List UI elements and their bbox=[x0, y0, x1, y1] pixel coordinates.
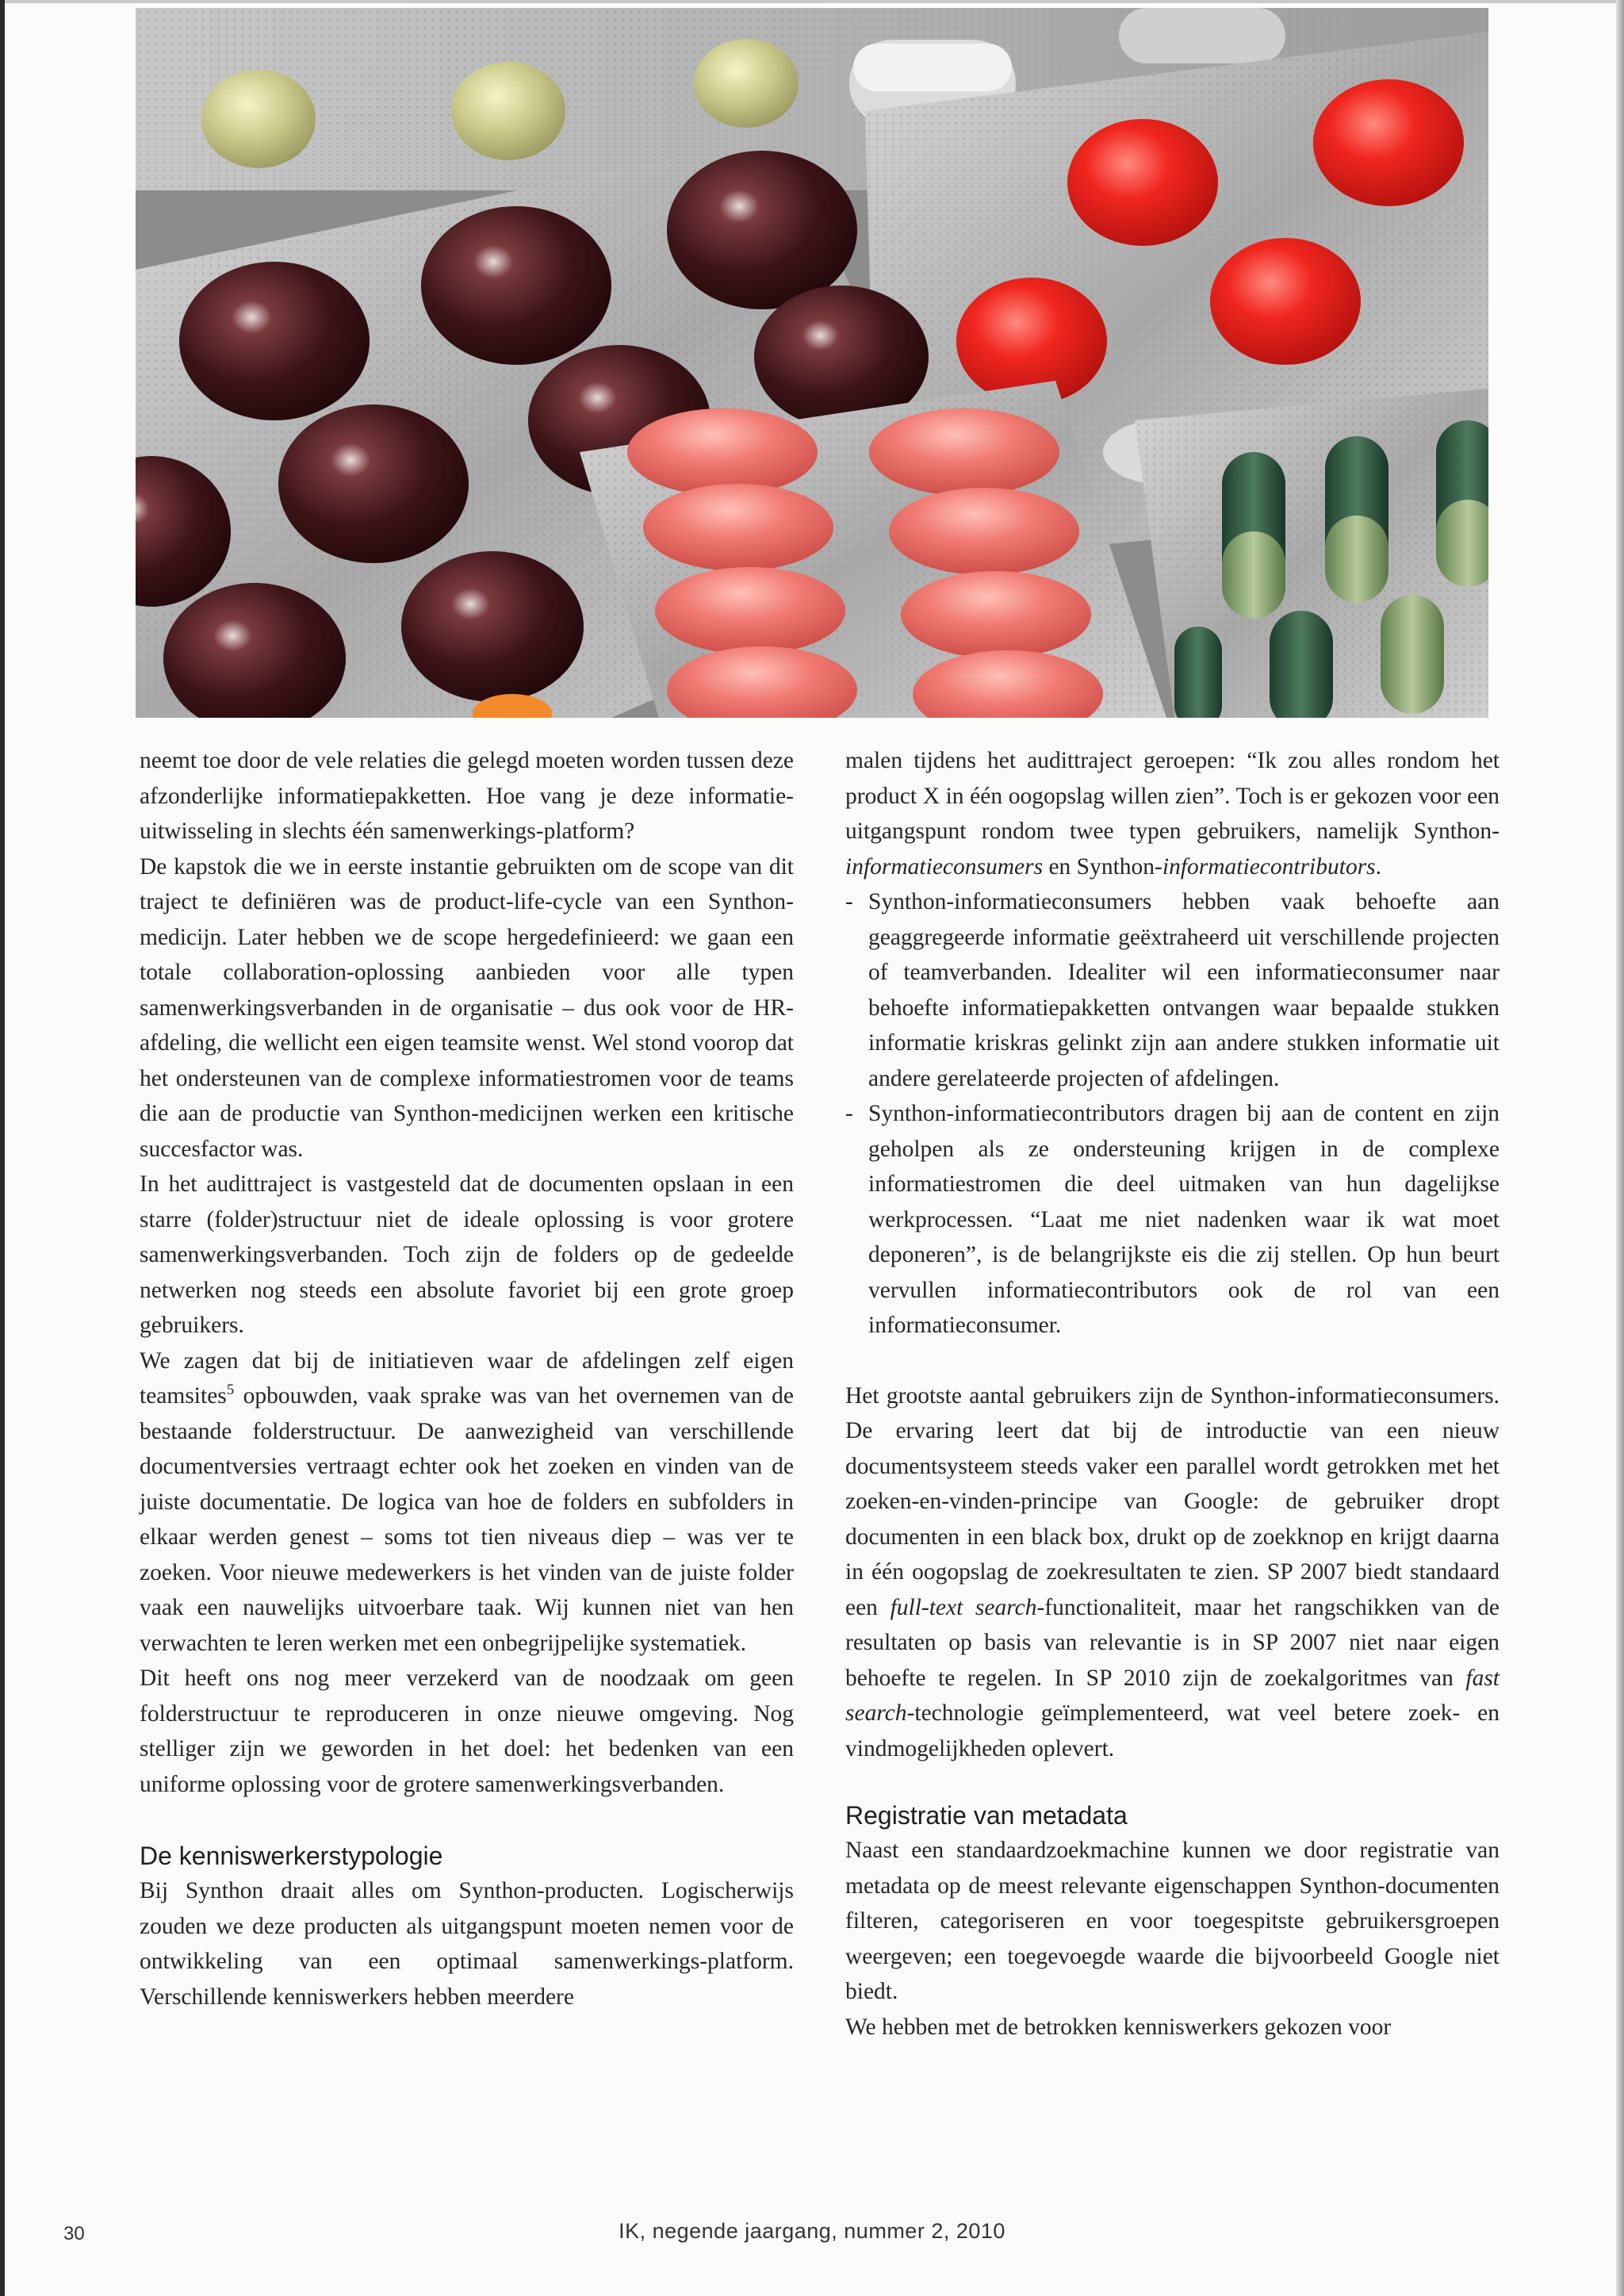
footnote-marker: 5 bbox=[226, 1382, 235, 1399]
term-full-text-search: full-text search bbox=[890, 1594, 1037, 1620]
magazine-footer: IK, negende jaargang, nummer 2, 2010 bbox=[619, 2219, 1005, 2243]
page-number: 30 bbox=[63, 2223, 85, 2244]
right-paragraph-2-text: Het grootste aantal gebruikers zijn de Synthon-informatieconsumers. De ervaring leert dat bij de introductie van een nieuw documentsysteem steeds vaker een parallel wordt getrokken met het zoeken-en-vinden-principe van Google: de gebruiker dropt documenten in een black box, drukt op de zoekknop en krijgt daarna in één oogopslag de zoekresultaten te zien. SP 2007 biedt standaard een bbox=[845, 1382, 1500, 1620]
left-paragraph-3: In het audittraject is vastgesteld dat de documenten opslaan in een starre (folder)structuur niet de ideale oplossing is voor grotere samenwerkingsverbanden. Toch zijn de folders op de gedeelde netwerken nog steeds een absolute favoriet bij een grote groep gebruikers. bbox=[140, 1171, 794, 1338]
left-paragraph-1: neemt toe door de vele relaties die gelegd moeten worden tussen deze afzonderlijke informatiepakketten. Hoe vang je deze informatie-uitwisseling in slechts één samenwerkings-platform? bbox=[140, 748, 794, 844]
right-paragraph-1-text: malen tijdens het audittraject geroepen: “Ik zou alles rondom het product X in één oogopslag willen zien”. Toch is er gekozen voor een uitgangspunt rondom twee typen gebruikers, namelijk Synthon- bbox=[845, 748, 1500, 844]
left-paragraph-4-rest: opbouwden, vaak sprake was van het overnemen van de bestaande folderstructuur. De aanwezigheid van verschillende documentversies vertraagt echter ook het zoeken en vinden van de juiste documentatie. De logica van hoe de folders en subfolders in elkaar werden genest – soms tot tien niveaus diep – was ver te zoeken. Voor nieuwe medewerkers is het vinden van de juiste folder vaak een nauwelijks uitvoerbare taak. Wij kunnen niet van hen verwachten te leren werken met een onbegrijpelijke systematiek. bbox=[140, 1383, 794, 1656]
right-paragraph-2-mid: -functionaliteit, maar het rangschikken van de resultaten op basis van relevantie is in SP 2007 niet naar eigen behoefte te regelen. In SP 2010 zijn de zoekalgoritmes van bbox=[845, 1594, 1500, 1691]
term-informatiecontributors: informatiecontributors bbox=[1162, 853, 1376, 880]
page-left-edge bbox=[0, 0, 5, 2296]
list-item-contributors bbox=[845, 1096, 1500, 1343]
right-paragraph-2-end: -technologie geïmplementeerd, wat veel betere zoek- en vindmogelijkheden oplevert. bbox=[845, 1700, 1500, 1761]
left-paragraph-2: De kapstok die we in eerste instantie gebruikten om de scope van dit traject te definiëren was de product-life-cycle van een Synthon-medicijn. Later hebben we de scope hergedefinieerd: we gaan een totale collaboration-oplossing aanbieden voor alle typen samenwerkingsverbanden in de organisatie – dus ook voor de HR-afdeling, die wellicht een eigen teamsite wenst. Wel stond voorop dat het ondersteunen van de complexe informatiestromen voor de teams die aan de productie van Synthon-medicijnen werken een kritische succesfactor was. bbox=[140, 853, 794, 1162]
dash-bullet: - bbox=[845, 1101, 853, 1126]
left-column bbox=[140, 743, 794, 2014]
term-fast-search: fast search bbox=[845, 1665, 1500, 1726]
dash-bullet: - bbox=[845, 889, 853, 914]
right-paragraph-1-end: . bbox=[1375, 853, 1382, 880]
right-paragraph-3: Naast een standaardzoekmachine kunnen we door registratie van metadata op de meest relevante eigenschappen Synthon-documenten filteren, categoriseren en voor toegespitste gebruikersgroepen weergeven; een toegevoegde waarde die bijvoorbeeld Google niet biedt. bbox=[845, 1838, 1500, 2004]
header-photo bbox=[136, 8, 1488, 718]
list-item-contributors-text: Synthon-informatiecontributors dragen bij aan de content en zijn geholpen als ze ondersteuning krijgen in de complexe informatiestromen die deel uitmaken van hun dagelijkse werkprocessen. “Laat me niet nadenken waar ik wat moet deponeren”, is de belangrijkste eis die zij stellen. Op hun beurt vervullen informatiecontributors ook de rol van een informatieconsumer. bbox=[868, 1101, 1500, 1338]
left-paragraph-4-start: We zagen dat bij de initiatieven waar de afdelingen zelf eigen teamsites bbox=[140, 1347, 794, 1409]
right-paragraph-1 bbox=[845, 743, 1500, 884]
right-paragraph-1-mid: en Synthon- bbox=[1043, 853, 1162, 880]
pills-illustration bbox=[136, 8, 1488, 718]
left-paragraph-6: Bij Synthon draait alles om Synthon-producten. Logischerwijs zouden we deze producten als uitgangspunt moeten nemen voor de ontwikkeling van een optimaal samenwerkings-platform. Verschillende kenniswerkers hebben meerdere bbox=[140, 1878, 794, 2010]
right-column bbox=[845, 743, 1500, 2045]
section-heading-metadata: Registratie van metadata bbox=[845, 1801, 1128, 1830]
right-paragraph-4: We hebben met de betrokken kenniswerkers gekozen voor bbox=[845, 2014, 1392, 2040]
page-right-edge bbox=[1616, 0, 1624, 2296]
left-paragraph-4 bbox=[140, 1343, 794, 1662]
section-heading-kenniswerkerstypologie: De kenniswerkerstypologie bbox=[140, 1842, 443, 1870]
list-item-consumers-text: Synthon-informatieconsumers hebben vaak behoefte aan geaggregeerde informatie geëxtraheerd uit verschillende projecten of teamverbanden. Idealiter wil een informatieconsumer naar behoefte informatiepakketten ontvangen waar bepaalde stukken informatie kriskras gelinkt zijn aan andere stukken informatie uit andere gerelateerde projecten of afdelingen. bbox=[868, 889, 1500, 1091]
page-top-edge bbox=[0, 0, 1624, 3]
term-informatieconsumers: informatieconsumers bbox=[845, 853, 1044, 880]
left-paragraph-5: Dit heeft ons nog meer verzekerd van de noodzaak om geen folderstructuur te reproduceren in onze nieuwe omgeving. Nog stelliger zijn we geworden in het doel: het bedenken van een uniforme oplossing voor de grotere samenwerkingsverbanden. bbox=[140, 1665, 794, 1797]
right-paragraph-2 bbox=[845, 1378, 1500, 1767]
user-type-list bbox=[845, 884, 1500, 1343]
list-item-consumers bbox=[845, 884, 1500, 1096]
